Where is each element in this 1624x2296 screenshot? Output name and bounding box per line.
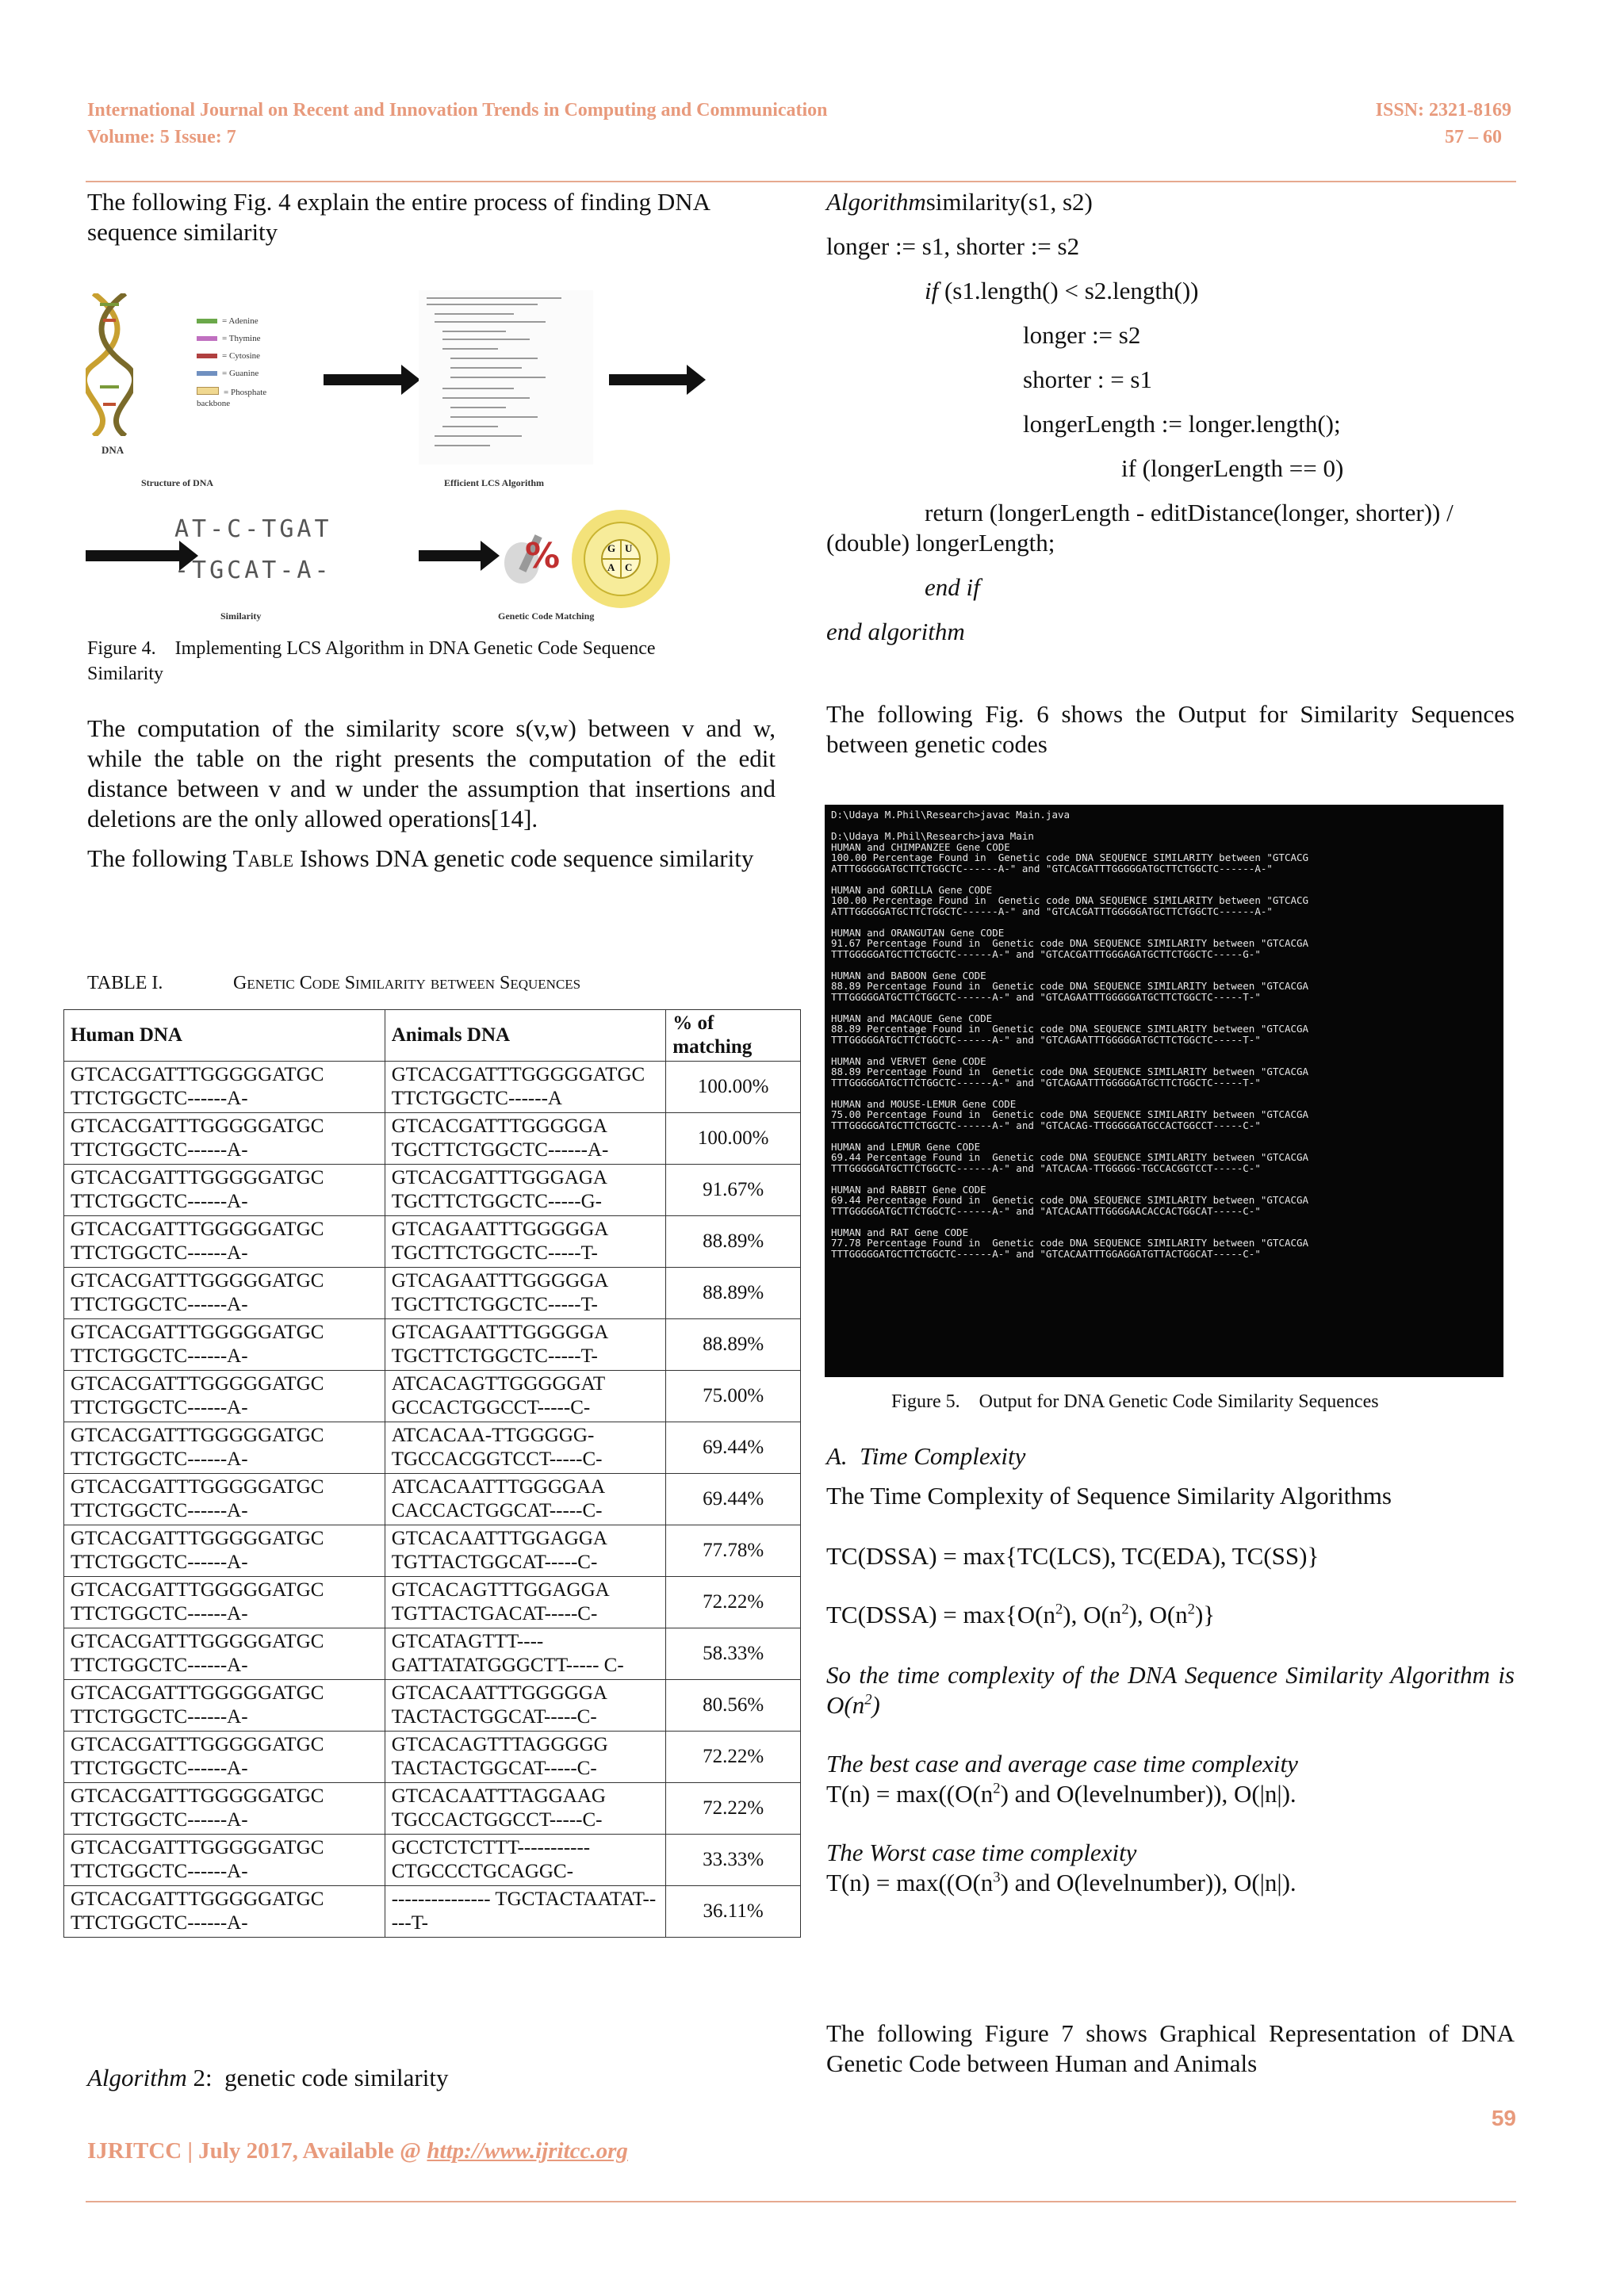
col-percent-matching: % of matching: [666, 1010, 801, 1062]
percent-image: [498, 523, 561, 595]
match-percent-cell: 88.89%: [666, 1319, 801, 1371]
algorithm-signature: similarity(s1, s2): [925, 188, 1093, 216]
time-complexity-intro: The Time Complexity of Sequence Similarity Algorithms: [826, 1482, 1392, 1510]
table-row: [64, 1319, 801, 1371]
wheel-letter-g: G: [607, 542, 616, 554]
dna-helix-image: [86, 293, 133, 436]
legend-cytosine: = Cytosine: [197, 347, 292, 365]
algorithm-line-6: if (longerLength == 0): [1121, 454, 1344, 482]
wheel-letter-u: U: [625, 542, 633, 554]
table-row: [64, 1628, 801, 1680]
lcs-code-image: [419, 290, 593, 465]
table-row: [64, 1371, 801, 1422]
table-row: [64, 1113, 801, 1165]
footer-text: [87, 2137, 628, 2164]
wheel-letter-c: C: [625, 561, 633, 573]
table-row: [64, 1886, 801, 1938]
human-dna-cell: GTCACGATTTGGGGGATGC TTCTGGCTC------A-: [64, 1474, 385, 1525]
algorithm-line-7a: return (longerLength - editDistance(longer, shorter)) /: [925, 499, 1454, 526]
human-dna-cell: GTCACGATTTGGGGGATGC TTCTGGCTC------A-: [64, 1628, 385, 1680]
algorithm-line-5: longerLength := longer.length();: [1023, 410, 1341, 438]
animal-dna-cell: ATCACAGTTGGGGGAT GCCACTGGCCT-----C-: [385, 1371, 666, 1422]
animal-dna-cell: GTCACAGTTTAGGGGG TACTACTGGCAT-----C-: [385, 1732, 666, 1783]
animal-dna-cell: GTCACGATTTGGGGGATGC TTCTGGCTC------A: [385, 1062, 666, 1113]
figure-5-caption: Figure 5. Output for DNA Genetic Code Similarity Sequences: [891, 1391, 1379, 1412]
footer-link[interactable]: http://www.ijritcc.org: [427, 2138, 628, 2164]
match-percent-cell: 88.89%: [666, 1216, 801, 1268]
table-row: [64, 1474, 801, 1525]
algorithm-line-1: longer := s1, shorter := s2: [826, 232, 1080, 260]
match-percent-cell: 58.33%: [666, 1628, 801, 1680]
match-percent-cell: 100.00%: [666, 1062, 801, 1113]
table-row: [64, 1216, 801, 1268]
human-dna-cell: GTCACGATTTGGGGGATGC TTCTGGCTC------A-: [64, 1886, 385, 1938]
efficient-lcs-label: Efficient LCS Algorithm: [444, 477, 544, 488]
match-percent-cell: 88.89%: [666, 1268, 801, 1319]
match-percent-cell: 80.56%: [666, 1680, 801, 1732]
arrow-icon: [324, 374, 403, 385]
intro-paragraph: The following Fig. 4 explain the entire process of finding DNA sequence similarity: [87, 188, 710, 246]
match-percent-cell: 100.00%: [666, 1113, 801, 1165]
genetic-code-wheel: [569, 507, 672, 610]
human-dna-cell: GTCACGATTTGGGGGATGC TTCTGGCTC------A-: [64, 1113, 385, 1165]
algorithm-name: [826, 187, 1093, 217]
human-dna-cell: GTCACGATTTGGGGGATGC TTCTGGCTC------A-: [64, 1268, 385, 1319]
table-row: [64, 1732, 801, 1783]
animal-dna-cell: GTCACAATTTGGGGGA TACTACTGGCAT-----C-: [385, 1680, 666, 1732]
similarity-paragraph: The computation of the similarity score s(v,w) between v and w, while the table on the right presents the computation of the edit distance between v and w under the assumption that insertions and deletions are the only allowed operations[14].: [87, 714, 776, 832]
match-percent-cell: 72.22%: [666, 1732, 801, 1783]
human-dna-cell: GTCACGATTTGGGGGATGC TTCTGGCTC------A-: [64, 1216, 385, 1268]
animal-dna-cell: GTCATAGTTT---- GATTATATGGGCTT----- C-: [385, 1628, 666, 1680]
tc-conclusion: So the time complexity of the DNA Sequence Similarity Algorithm is $O(n^2)$: [826, 1661, 1515, 1719]
dna-label: DNA: [102, 444, 124, 456]
algorithm-line-3: longer := s2: [1023, 321, 1141, 349]
animal-dna-cell: GTCACAATTTAGGAAG TGCCACTGGCCT-----C-: [385, 1783, 666, 1835]
table-row: [64, 1783, 801, 1835]
table-row: [64, 1422, 801, 1474]
table-intro-prefix: The following T: [87, 844, 248, 872]
worst-case-equation: $T(n) = \max((O(n^3)$ and O(levelnumber)), O(|n|).: [826, 1869, 1297, 1896]
match-percent-cell: 69.44%: [666, 1474, 801, 1525]
human-dna-cell: GTCACGATTTGGGGGATGC TTCTGGCTC------A-: [64, 1577, 385, 1628]
worst-case-label: The Worst case time complexity: [826, 1839, 1137, 1866]
journal-issn: ISSN: 2321-8169: [1375, 100, 1511, 121]
match-percent-cell: 77.78%: [666, 1525, 801, 1577]
col-human-dna: Human DNA: [64, 1010, 385, 1062]
human-dna-cell: GTCACGATTTGGGGGATGC TTCTGGCTC------A-: [64, 1422, 385, 1474]
animal-dna-cell: GTCACAATTTGGAGGA TGTTACTGGCAT-----C-: [385, 1525, 666, 1577]
algorithm-end-if: end if: [925, 573, 980, 601]
arrow-icon: [86, 550, 181, 561]
sequence-top: AT-C-TGAT: [174, 515, 332, 543]
animal-dna-cell: GTCACGATTTGGGAGA TGCTTCTGGCTC-----G-: [385, 1165, 666, 1216]
figure-4-caption: Figure 4. Implementing LCS Algorithm in DNA Genetic Code Sequence Similarity: [87, 638, 656, 684]
table-header-row: [64, 1010, 801, 1062]
dna-legend: [197, 312, 292, 409]
table-row: [64, 1577, 801, 1628]
table-intro-smallcaps: able: [247, 844, 294, 872]
match-percent-cell: 75.00%: [666, 1371, 801, 1422]
footer-rule: [86, 2201, 1516, 2202]
human-dna-cell: GTCACGATTTGGGGGATGC TTCTGGCTC------A-: [64, 1062, 385, 1113]
animal-dna-cell: GTCAGAATTTGGGGGA TGCTTCTGGCTC-----T-: [385, 1319, 666, 1371]
algorithm-caption-rest: 2: genetic code similarity: [186, 2064, 449, 2091]
console-text: D:\Udaya M.Phil\Research>javac Main.java D:\Udaya M.Phil\Research>java Main HUMAN and CHIMPANZEE Gene CODE 100.00 Percentage Found in Genetic code DNA SEQUENCE SIMILARITY between "GTCACG ATTTGGGGGATGCTTCTGGCTC------A-" and "GTCACGATTTGGGGGATGCTTCTGGCTC------A-" HUMAN and GORILLA Gene CODE 100.00 Percentage Found in Genetic code DNA SEQUENCE SIMILARITY between "GTCACG ATTTGGGGGATGCTTCTGGCTC------A-" and "GTCACGATTTGGGGGATGCTTCTGGCTC------A-" HUMAN and ORANGUTAN Gene CODE 91.67 Percentage Found in Genetic code DNA SEQUENCE SIMILARITY between "GTCACGA TTTGGGGGATGCTTCTGGCTC------A-" and "GTCACGATTTGGGAGATGCTTCTGGCTC-----G-" HUMAN and BABOON Gene CODE 88.89 Percentage Found in Genetic code DNA SEQUENCE SIMILARITY between "GTCACGA TTTGGGGGATGCTTCTGGCTC------A-" and "GTCAGAATTTGGGGGATGCTTCTGGCTC-----T-" HUMAN and MACAQUE Gene CODE 88.89 Percentage Found in Genetic code DNA SEQUENCE SIMILARITY between "GTCACGA TTTGGGGGATGCTTCTGGCTC------A-" and "GTCAGAATTTGGGGGATGCTTCTGGCTC-----T-" HUMAN and VERVET Gene CODE 88.89 Percentage Found in Genetic code DNA SEQUENCE SIMILARITY between "GTCACGA TTTGGGGGATGCTTCTGGCTC------A-" and "GTCAGAATTTGGGGGATGCTTCTGGCTC-----T-" HUMAN and MOUSE-LEMUR Gene CODE 75.00 Percentage Found in Genetic code DNA SEQUENCE SIMILARITY between "GTCACGA TTTGGGGGATGCTTCTGGCTC------A-" and "GTCACAG-TTGGGGGATGCCACTGGCCT-----C-" HUMAN and LEMUR Gene CODE 69.44 Percentage Found in Genetic code DNA SEQUENCE SIMILARITY between "GTCACGA TTTGGGGGATGCTTCTGGCTC------A-" and "ATCACAA-TTGGGGG-TGCCACGGTCCT-----C-" HUMAN and RABBIT Gene CODE 69.44 Percentage Found in Genetic code DNA SEQUENCE SIMILARITY between "GTCACGA TTTGGGGGATGCTTCTGGCTC------A-" and "ATCACAATTTGGGGAACACCACTGGCAT-----C-" HUMAN and RAT Gene CODE 77.78 Percentage Found in Genetic code DNA SEQUENCE SIMILARITY between "GTCACGA TTTGGGGGATGCTTCTGGCTC------A-" and "GTCACAATTTGGAGGATGTTACTGGCAT-----C-": [831, 809, 1309, 1260]
console-output-screenshot: [825, 805, 1503, 1377]
animal-dna-cell: GTCACGATTTGGGGGA TGCTTCTGGCTC------A-: [385, 1113, 666, 1165]
arrow-icon: [419, 550, 482, 561]
journal-pages: 57 – 60: [1445, 127, 1502, 147]
algorithm-end: end algorithm: [826, 618, 965, 645]
table-title: Genetic Code Similarity between Sequences: [233, 973, 581, 993]
genetic-code-matching-label: Genetic Code Matching: [498, 610, 595, 622]
journal-title: International Journal on Recent and Innovation Trends in Computing and Communication: [87, 100, 828, 121]
footer-left-text: IJRITCC | July 2017, Available @: [87, 2138, 427, 2164]
human-dna-cell: GTCACGATTTGGGGGATGC TTCTGGCTC------A-: [64, 1319, 385, 1371]
animal-dna-cell: GTCACAGTTTGGAGGA TGTTACTGACAT-----C-: [385, 1577, 666, 1628]
legend-guanine: = Guanine: [197, 365, 292, 382]
algorithm-keyword: Algorithm: [826, 188, 926, 216]
sequence-alignment: [174, 509, 332, 591]
animal-dna-cell: ATCACAATTTGGGGAA CACCACTGGCAT-----C-: [385, 1474, 666, 1525]
human-dna-cell: GTCACGATTTGGGGGATGC TTCTGGCTC------A-: [64, 1165, 385, 1216]
table-row: [64, 1268, 801, 1319]
match-percent-cell: 69.44%: [666, 1422, 801, 1474]
table-row: [64, 1165, 801, 1216]
if-condition: (s1.length() < s2.length()): [944, 277, 1199, 304]
human-dna-cell: GTCACGATTTGGGGGATGC TTCTGGCTC------A-: [64, 1783, 385, 1835]
structure-of-dna-label: Structure of DNA: [141, 477, 214, 488]
wheel-letter-a: A: [607, 561, 615, 573]
algorithm-caption: [87, 2063, 448, 2093]
human-dna-cell: GTCACGATTTGGGGGATGC TTCTGGCTC------A-: [64, 1732, 385, 1783]
animal-dna-cell: --------------- TGCTACTAATAT-----T-: [385, 1886, 666, 1938]
figure-4: [86, 285, 712, 626]
match-percent-cell: 72.22%: [666, 1783, 801, 1835]
table-body: [64, 1062, 801, 1938]
if-keyword: if: [925, 277, 944, 304]
journal-volume: Volume: 5 Issue: 7: [87, 127, 236, 147]
match-percent-cell: 91.67%: [666, 1165, 801, 1216]
figure-6-intro: The following Fig. 6 shows the Output for Similarity Sequences between genetic codes: [826, 700, 1515, 758]
tc-equation-2: TC(DSSA) = $\max\{O(n^2)$, $O(n^2)$, $O(n^2)$}: [826, 1601, 1216, 1628]
algorithm-line-4: shorter : = s1: [1023, 365, 1152, 393]
table-row: [64, 1680, 801, 1732]
animal-dna-cell: GTCAGAATTTGGGGGA TGCTTCTGGCTC-----T-: [385, 1268, 666, 1319]
best-case-label: The best case and average case time complexity: [826, 1750, 1298, 1777]
tc-equation-1: TC(DSSA) = max{TC(LCS), TC(EDA), TC(SS)}: [826, 1542, 1320, 1570]
match-percent-cell: 72.22%: [666, 1577, 801, 1628]
table-intro-suffix: Ishows DNA genetic code sequence similarity: [293, 844, 754, 872]
human-dna-cell: GTCACGATTTGGGGGATGC TTCTGGCTC------A-: [64, 1371, 385, 1422]
algorithm-line-7b: (double) longerLength;: [826, 529, 1055, 557]
page-number: 59: [1491, 2106, 1516, 2130]
human-dna-cell: GTCACGATTTGGGGGATGC TTCTGGCTC------A-: [64, 1835, 385, 1886]
legend-thymine: = Thymine: [197, 330, 292, 347]
algorithm-line-2: [925, 276, 1199, 306]
match-percent-cell: 33.33%: [666, 1835, 801, 1886]
table-row: [64, 1525, 801, 1577]
legend-adenine: = Adenine: [197, 312, 292, 330]
table-row: [64, 1835, 801, 1886]
sequence-bottom: -TGCAT-A-: [174, 557, 332, 584]
header-rule: [86, 181, 1516, 182]
animal-dna-cell: GTCAGAATTTGGGGGA TGCTTCTGGCTC-----T-: [385, 1216, 666, 1268]
figure-7-intro: The following Figure 7 shows Graphical Representation of DNA Genetic Code between Human and Animals: [826, 2019, 1515, 2077]
animal-dna-cell: ATCACAA-TTGGGGG- TGCCACGGTCCT-----C-: [385, 1422, 666, 1474]
table-label: TABLE I.: [87, 973, 163, 993]
table-intro-paragraph: [87, 844, 776, 874]
match-percent-cell: 36.11%: [666, 1886, 801, 1938]
table-row: [64, 1062, 801, 1113]
similarity-label: Similarity: [220, 610, 262, 622]
legend-phosphate: = Phosphate backbone: [197, 388, 267, 408]
best-case-equation: $T(n) = \max((O(n^2)$ and O(levelnumber)), O(|n|).: [826, 1780, 1297, 1808]
arrow-icon: [609, 374, 688, 385]
human-dna-cell: GTCACGATTTGGGGGATGC TTCTGGCTC------A-: [64, 1680, 385, 1732]
animal-dna-cell: GCCTCTCTTT----------- CTGCCCTGCAGGC-: [385, 1835, 666, 1886]
col-animals-dna: Animals DNA: [385, 1010, 666, 1062]
human-dna-cell: GTCACGATTTGGGGGATGC TTCTGGCTC------A-: [64, 1525, 385, 1577]
similarity-table: [63, 1009, 801, 1938]
algorithm-caption-italic: Algorithm: [87, 2064, 187, 2091]
percent-symbol: %: [525, 536, 561, 576]
section-heading-time-complexity: A. Time Complexity: [826, 1442, 1026, 1470]
